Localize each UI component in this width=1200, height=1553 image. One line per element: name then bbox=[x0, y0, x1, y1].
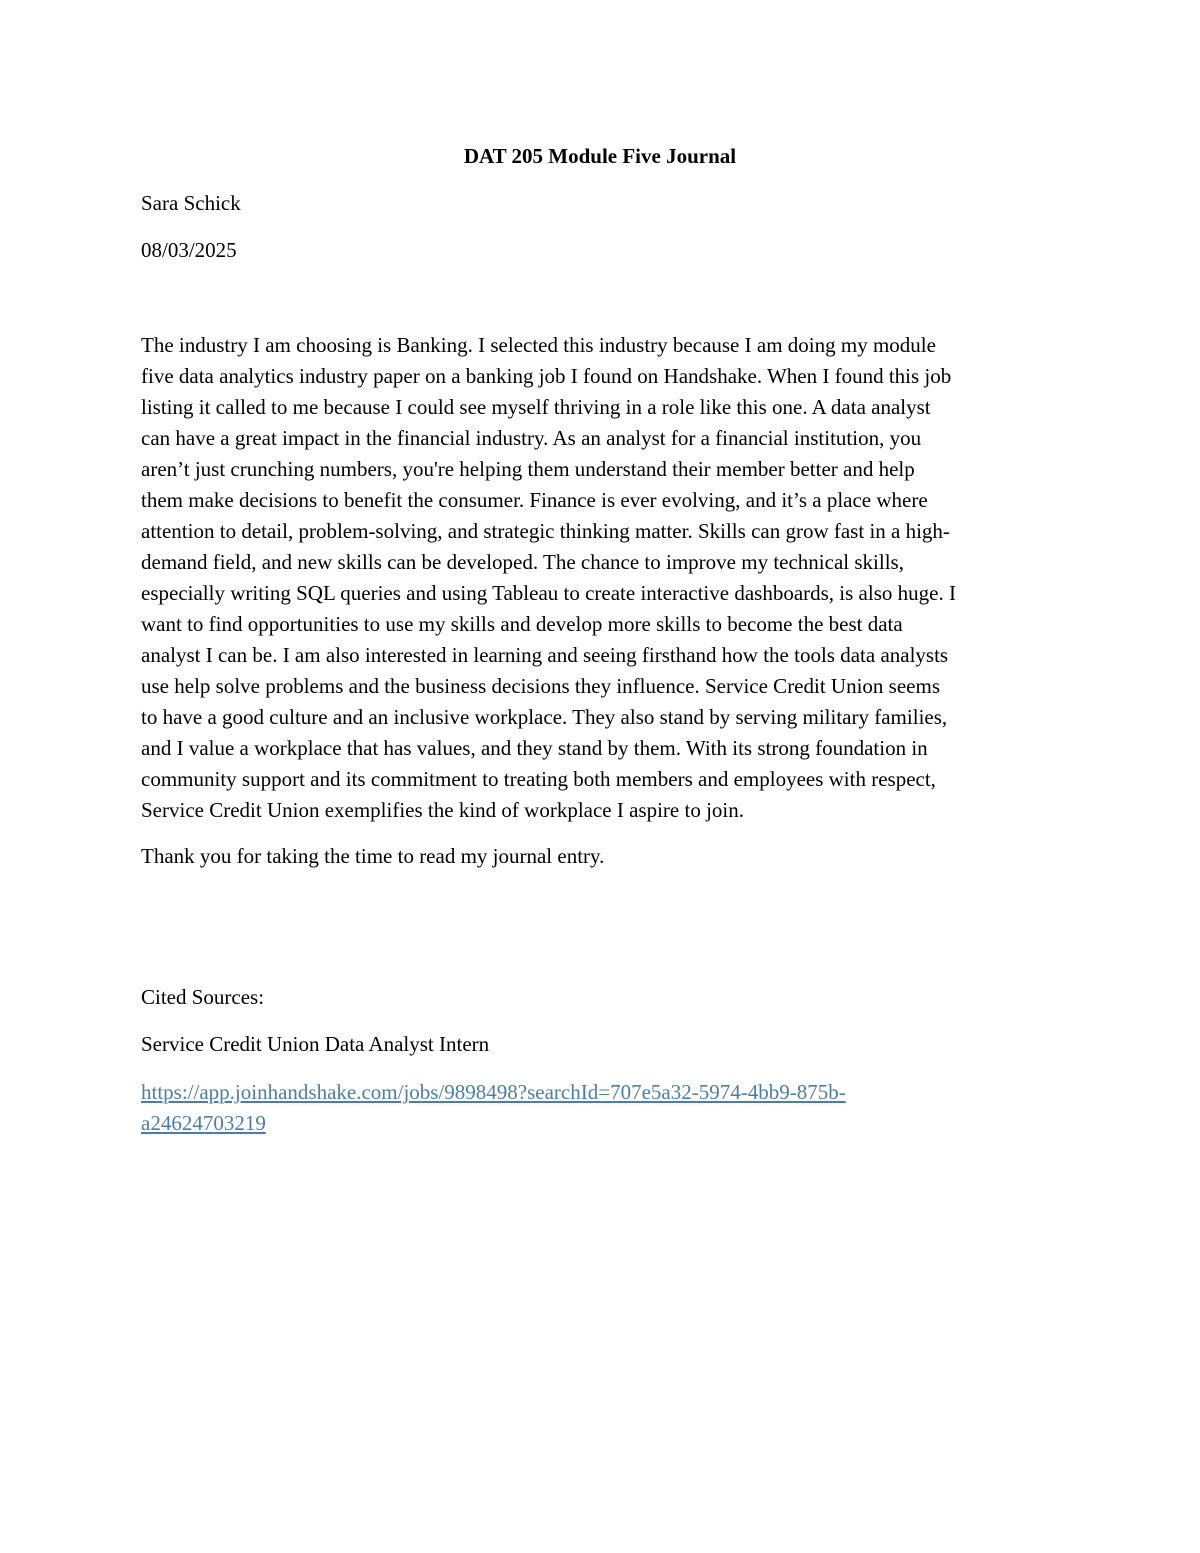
source-link-line[interactable]: https://app.joinhandshake.com/jobs/9898498?searchId=707e5a32-5974-4bb9-875b- bbox=[141, 1080, 846, 1104]
body-line: Service Credit Union exemplifies the kind of workplace I aspire to join. bbox=[141, 798, 745, 822]
body-line: to have a good culture and an inclusive workplace. They also stand by serving military families, bbox=[141, 705, 948, 729]
body-line: especially writing SQL queries and using Tableau to create interactive dashboards, is also huge. I bbox=[141, 581, 956, 605]
body-line: listing it called to me because I could see myself thriving in a role like this one. A data analyst bbox=[141, 395, 931, 419]
source-title: Service Credit Union Data Analyst Intern bbox=[141, 1032, 490, 1056]
source-link-line[interactable]: a24624703219 bbox=[141, 1111, 266, 1135]
body-line: want to find opportunities to use my skills and develop more skills to become the best data bbox=[141, 612, 903, 636]
cited-sources-heading: Cited Sources: bbox=[141, 985, 265, 1009]
document-date: 08/03/2025 bbox=[141, 238, 237, 262]
body-paragraph bbox=[141, 330, 1061, 826]
source-link[interactable] bbox=[141, 1077, 846, 1139]
body-line: can have a great impact in the financial industry. As an analyst for a financial institution, you bbox=[141, 426, 922, 450]
document-title: DAT 205 Module Five Journal bbox=[463, 144, 737, 168]
closing-line: Thank you for taking the time to read my journal entry. bbox=[141, 844, 605, 868]
body-line: community support and its commitment to treating both members and employees with respect, bbox=[141, 767, 936, 791]
body-line: use help solve problems and the business decisions they influence. Service Credit Union seems bbox=[141, 674, 940, 698]
body-line: attention to detail, problem-solving, and strategic thinking matter. Skills can grow fast in a high- bbox=[141, 519, 950, 543]
body-line: analyst I can be. I am also interested in learning and seeing firsthand how the tools data analysts bbox=[141, 643, 949, 667]
body-line: demand field, and new skills can be developed. The chance to improve my technical skills, bbox=[141, 550, 904, 574]
body-line: aren’t just crunching numbers, you're helping them understand their member better and help bbox=[141, 457, 915, 481]
body-line: five data analytics industry paper on a banking job I found on Handshake. When I found this job bbox=[141, 364, 952, 388]
body-line: them make decisions to benefit the consumer. Finance is ever evolving, and it’s a place where bbox=[141, 488, 928, 512]
body-line: and I value a workplace that has values, and they stand by them. With its strong foundation in bbox=[141, 736, 928, 760]
author-name: Sara Schick bbox=[141, 191, 241, 215]
body-line: The industry I am choosing is Banking. I selected this industry because I am doing my module bbox=[141, 333, 936, 357]
